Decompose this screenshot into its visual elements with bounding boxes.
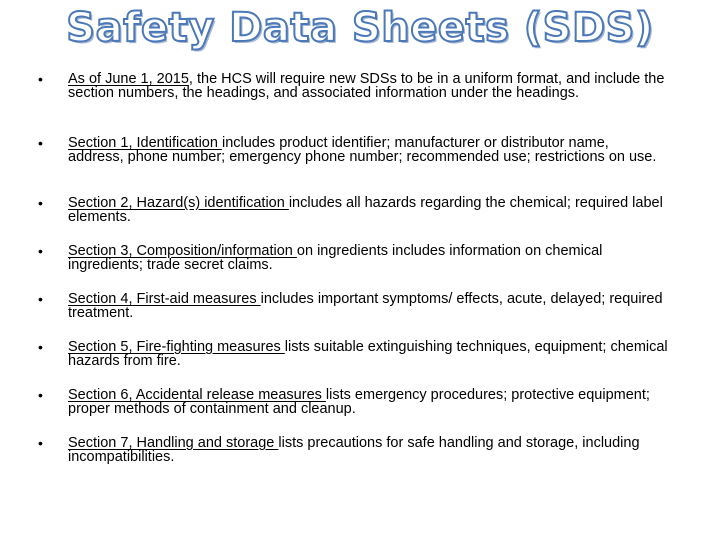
bullet-dot: • xyxy=(38,195,43,211)
bullet-rest: includes all hazards regarding the chemical; required label elements. xyxy=(68,195,663,225)
bullet-rest: , the HCS will require new SDSs to be in a uniform format, and include the section numbers, the headings, and associated information under the headings. xyxy=(68,71,665,101)
bullet-lead: Section 4, First-aid measures xyxy=(68,291,261,307)
bullet-rest: includes product identifier; manufacturer or distributor name, address, phone number; emergency phone number; recommended use; restrictions on use. xyxy=(68,135,657,165)
bullet-text xyxy=(68,244,668,272)
bullet-dot: • xyxy=(38,339,43,355)
bullet-text xyxy=(68,436,668,464)
bullet-text xyxy=(68,136,668,164)
bullet-text xyxy=(68,196,668,224)
slide-title: Safety Data Sheets (SDS) xyxy=(66,5,654,51)
bullet-text xyxy=(68,72,668,100)
bullet-lead: Section 1, Identification xyxy=(68,135,222,151)
bullet-rest: includes important symptoms/ effects, acute, delayed; required treatment. xyxy=(68,291,663,321)
bullet-rest: lists emergency procedures; protective equipment; proper methods of containment and cleanup. xyxy=(68,387,650,417)
bullet-rest: lists suitable extinguishing techniques, equipment; chemical hazards from fire. xyxy=(68,339,668,369)
bullet-dot: • xyxy=(38,291,43,307)
bullet-text xyxy=(68,292,668,320)
bullet-lead: Section 5, Fire-fighting measures xyxy=(68,339,285,355)
bullet-lead: Section 7, Handling and storage xyxy=(68,435,279,451)
bullet-dot: • xyxy=(38,435,43,451)
bullet-dot: • xyxy=(38,243,43,259)
bullet-lead: As of June 1, 2015 xyxy=(68,71,189,87)
bullet-lead: Section 3, Composition/information xyxy=(68,243,297,259)
bullet-text xyxy=(68,340,668,368)
bullet-rest: on ingredients includes information on chemical ingredients; trade secret claims. xyxy=(68,243,603,273)
bullet-dot: • xyxy=(38,387,43,403)
bullet-rest: lists precautions for safe handling and storage, including incompatibilities. xyxy=(68,435,640,465)
bullet-lead: Section 2, Hazard(s) identification xyxy=(68,195,289,211)
bullet-text xyxy=(68,388,668,416)
bullet-dot: • xyxy=(38,71,43,87)
bullet-lead: Section 6, Accidental release measures xyxy=(68,387,326,403)
bullet-dot: • xyxy=(38,135,43,151)
